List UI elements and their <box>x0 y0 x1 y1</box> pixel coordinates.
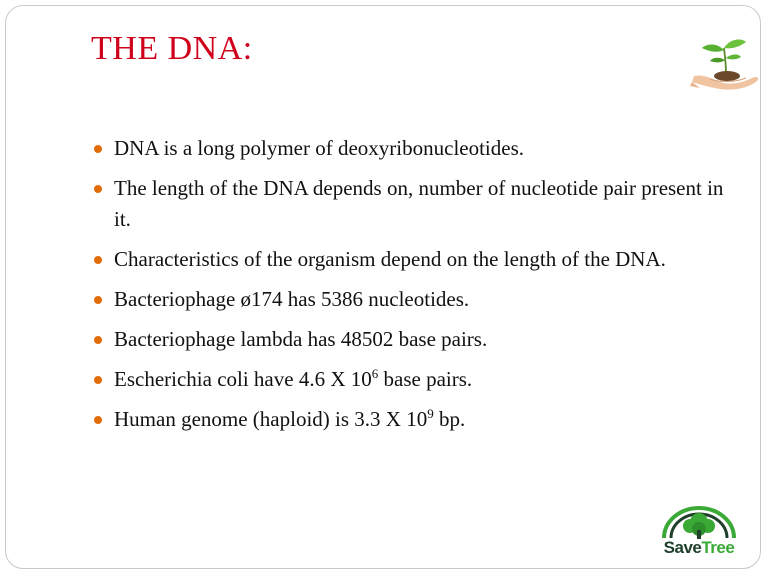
bullet-item: Characteristics of the organism depend on the length of the DNA. <box>94 244 734 275</box>
bullet-item: DNA is a long polymer of deoxyribonucleotides. <box>94 133 734 164</box>
bullet-item: Escherichia coli have 4.6 X $10^6$ base pairs. <box>94 364 734 395</box>
bullet-dot-icon <box>94 145 102 153</box>
bullet-list <box>94 133 734 444</box>
plant-in-hands-icon <box>690 32 760 92</box>
logo-text: SaveTree <box>663 538 735 557</box>
bullet-item: Human genome (haploid) is 3.3 X $10^9$ bp. <box>94 404 734 435</box>
bullet-item: Bacteriophage lambda has 48502 base pairs. <box>94 324 734 355</box>
slide <box>5 5 761 569</box>
bullet-item: The length of the DNA depends on, number of nucleotide pair present in it. <box>94 173 734 235</box>
bullet-dot-icon <box>94 336 102 344</box>
bullet-dot-icon <box>94 416 102 424</box>
slide-title: THE DNA: <box>91 30 253 67</box>
bullet-dot-icon <box>94 256 102 264</box>
bullet-dot-icon <box>94 296 102 304</box>
bullet-item: Bacteriophage ø174 has 5386 nucleotides. <box>94 284 734 315</box>
bullet-dot-icon <box>94 376 102 384</box>
bullet-dot-icon <box>94 185 102 193</box>
save-tree-logo <box>654 500 744 560</box>
tree-icon <box>654 500 744 542</box>
